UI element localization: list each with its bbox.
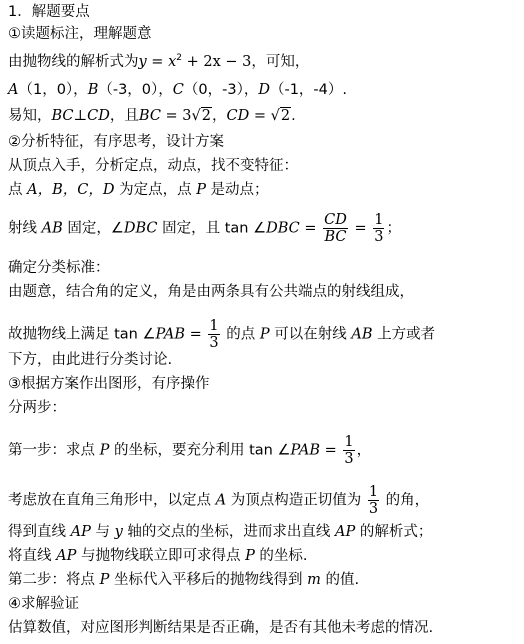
sqrt-symbol: √2 [191, 108, 212, 124]
text-angle-definition: 由题意，结合角的定义，角是由两条具有公共端点的射线组成， [8, 284, 414, 300]
fraction-one-third: $\frac{1}{3}$ [344, 434, 354, 467]
step-heading-draw: ③根据方案作出图形，有序操作 [8, 376, 210, 392]
step-heading-read: ①读题标注，理解题意 [8, 26, 152, 42]
text-point-coordinates: A（1，0），B（-3，0），C（0，-3），D（-1，-4）. [8, 82, 347, 98]
text-combine-equations: 将直线 AP 与抛物线联立即可求得点 P 的坐标. [8, 548, 308, 564]
text-perpendicular-lengths: 易知，BC⊥CD，且BC = 3√2，CD = √2. [8, 108, 296, 124]
text-vertex-approach: 从顶点入手，分析定点，动点，找不变特征： [8, 158, 298, 174]
fraction-one-third: $\frac{1}{3}$ [368, 484, 379, 517]
text-line-ap-intersection: 得到直线 AP 与 y 轴的交点的坐标，进而求出直线 AP 的解析式； [8, 524, 433, 540]
text-classification-heading: 确定分类标准： [8, 260, 110, 276]
text-tan-dbc: 射线 AB 固定，∠DBC 固定，且 tan ∠DBC = $\frac{CD}{BC}$ = $\frac{1}{3}$ ； [8, 212, 401, 245]
text-estimate-verify: 估算数值，对应图形判断结果是否正确，是否有其他未考虑的情况. [8, 620, 434, 636]
fraction-one-third: $\frac{1}{3}$ [209, 318, 219, 351]
text-two-steps: 分两步： [8, 400, 66, 416]
fraction-one-third: $\frac{1}{3}$ [374, 212, 384, 245]
step-heading-verify: ④求解验证 [8, 596, 79, 612]
section-heading-key-points: 1．解题要点 [8, 4, 90, 20]
text-case-discussion: 下方，由此进行分类讨论. [8, 352, 173, 368]
step-heading-analyze: ②分析特征，有序思考，设计方案 [8, 134, 224, 150]
text-step-two: 第二步：将点 P 坐标代入平移后的抛物线得到 m 的值. [8, 572, 360, 588]
text-step-one: 第一步：求点 P 的坐标，要充分利用 tan ∠PAB = $\frac{1}{3}$ ， [8, 434, 372, 467]
sqrt-symbol: √2 [270, 108, 291, 124]
text-tan-pab-condition: 故抛物线上满足 tan ∠PAB = $\frac{1}{3}$ 的点 P 可以在射线 AB 上方或者 [8, 318, 436, 351]
text-right-triangle: 考虑放在直角三角形中，以定点 A 为顶点构造正切值为 $\frac{1}{3}$ 的角， [8, 484, 430, 517]
text-parabola-expression: 由抛物线的解析式为$y = x^2 + 2x - 3$，可知， [8, 53, 310, 70]
fraction-cd-bc: $\frac{CD}{BC}$ [324, 212, 347, 245]
text-fixed-points: 点 A，B，C，D 为定点，点 P 是动点； [8, 182, 269, 198]
